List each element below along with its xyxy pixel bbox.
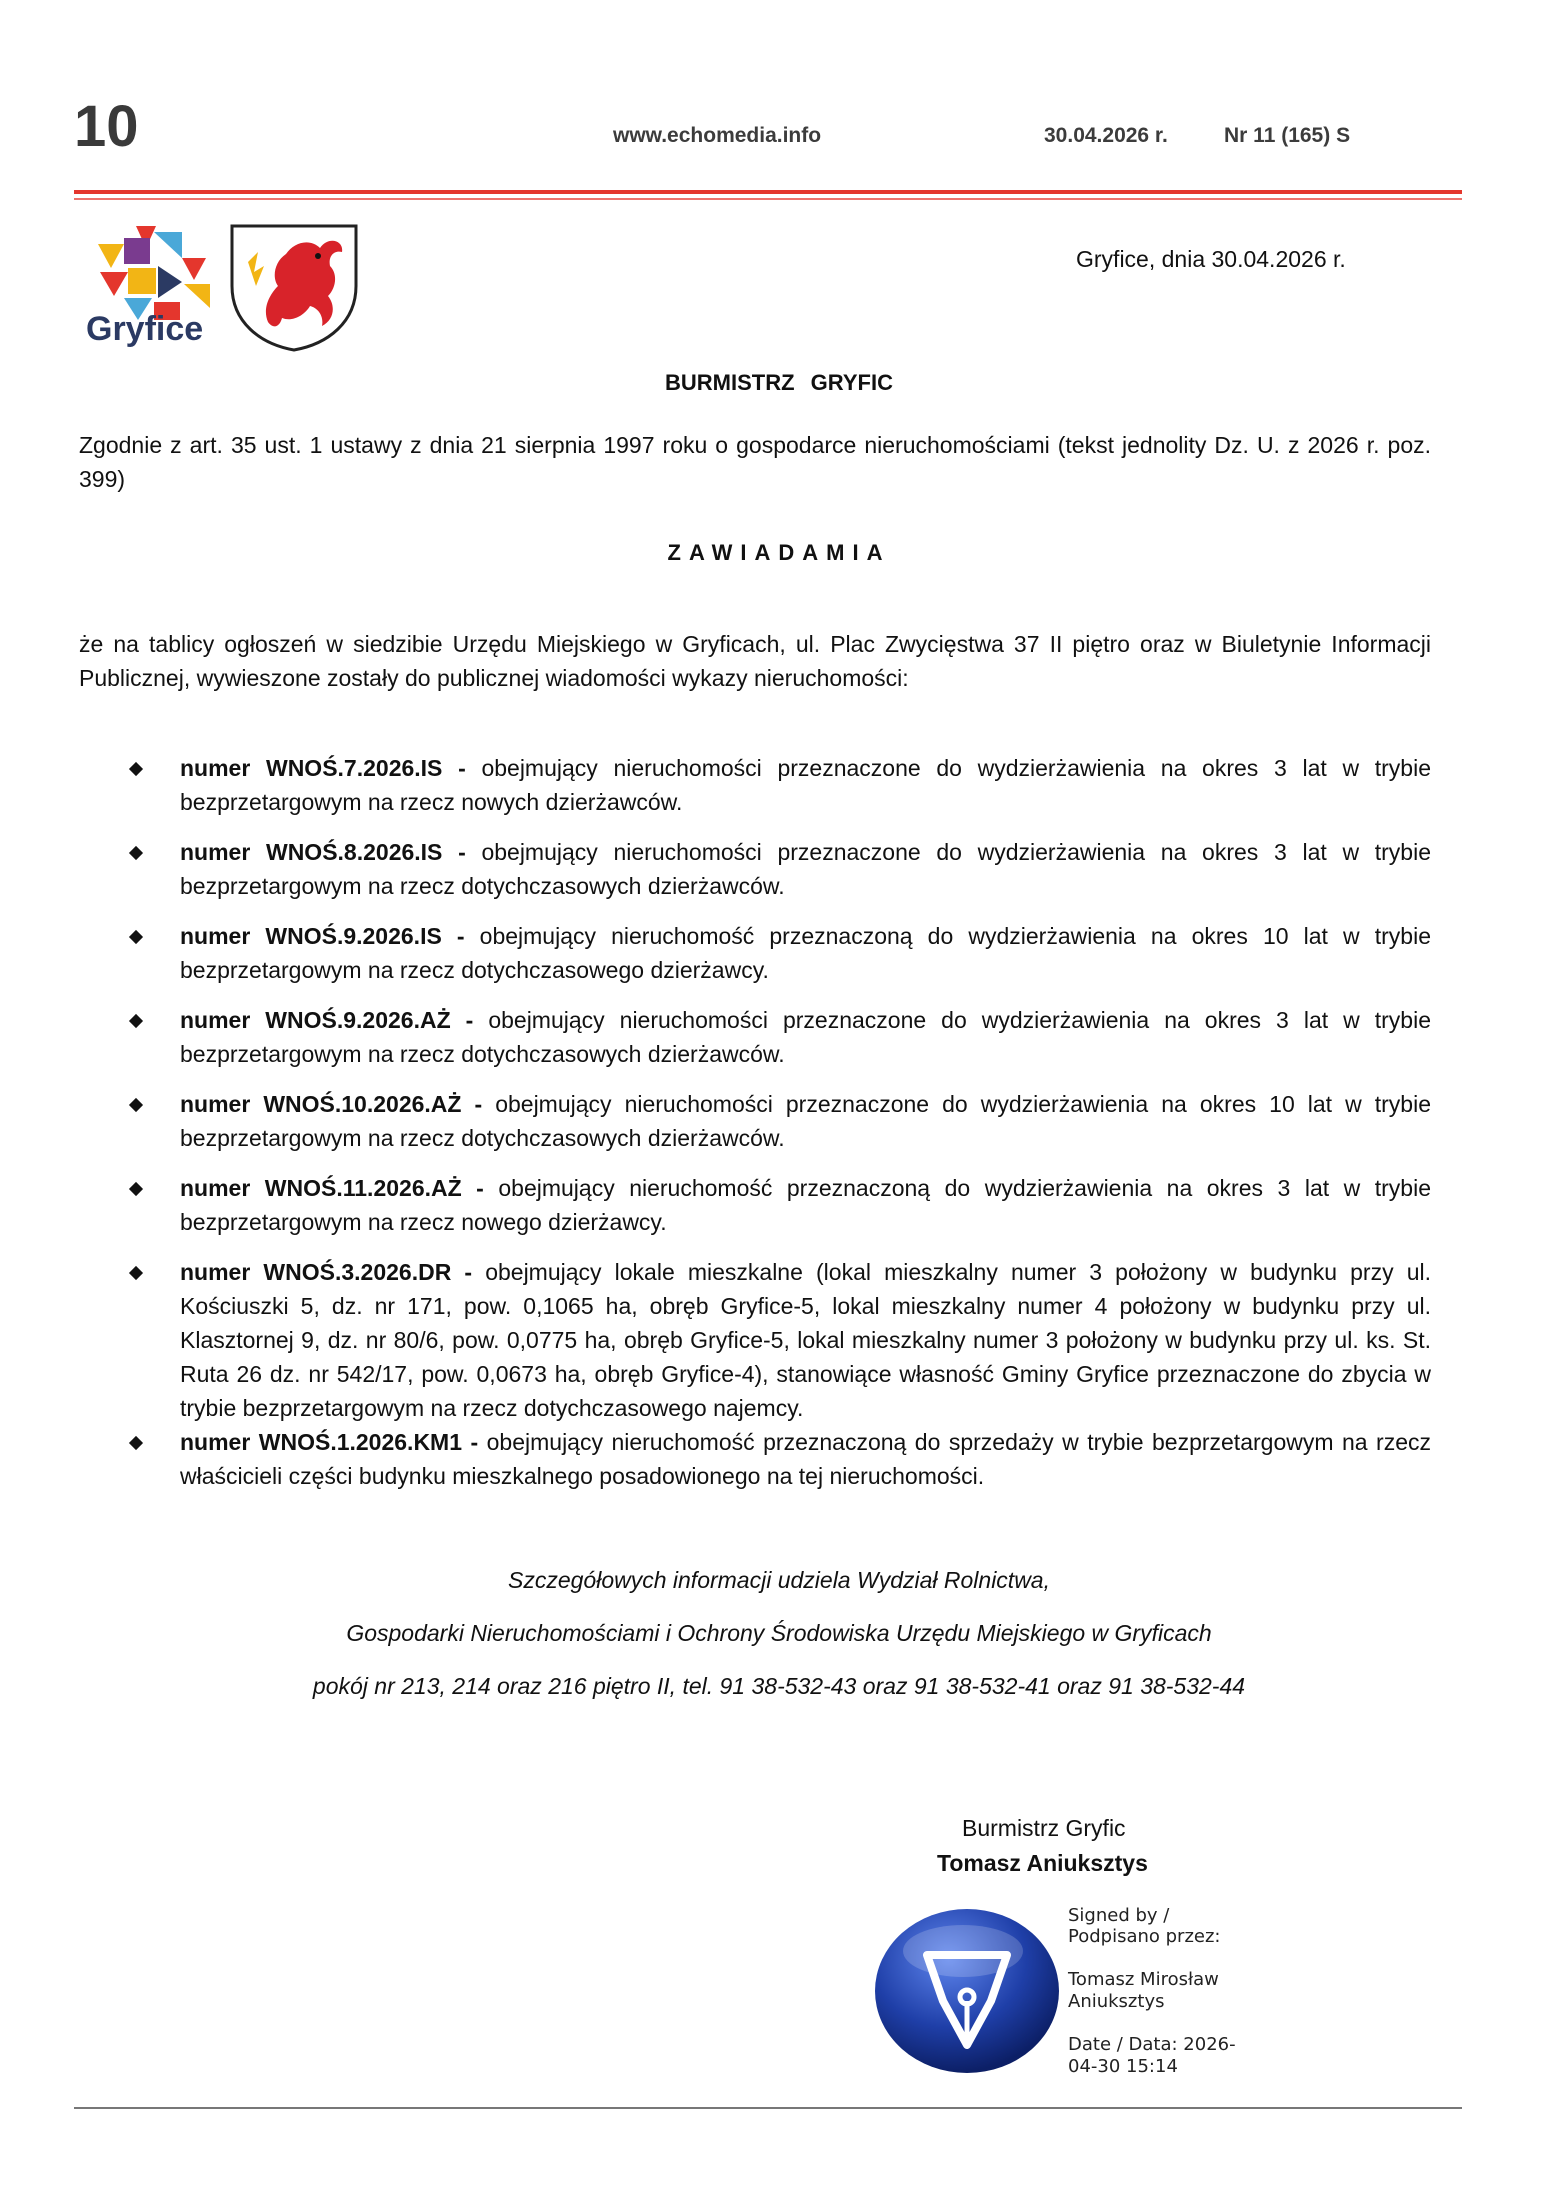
authority-heading: BURMISTRZ GRYFIC: [665, 370, 893, 395]
list-item: [128, 1003, 1431, 1071]
list-item-text: obejmujący nieruchomość przeznaczoną do wydzierżawienia na okres 10 lat w trybie bezprzetargowym na rzecz dotychczasowego dzierżawcy.: [180, 923, 1431, 983]
coat-of-arms-icon: [228, 222, 360, 352]
diamond-bullet-icon: [129, 1182, 143, 1196]
contact-info-line-2: Gospodarki Nieruchomościami i Ochrony Środowiska Urzędu Miejskiego w Gryficach: [346, 1620, 1212, 1646]
list-item-number: numer WNOŚ.9.2026.AŻ -: [180, 1007, 474, 1033]
list-item-text: obejmujący lokale mieszkalne (lokal mieszkalny numer 3 położony w budynku przy ul. Kościuszki 5, dz. nr 171, pow. 0,1065 ha, obręb Gryfice-5, lokal mieszkalny numer 4 położony w budynku przy ul. Klasztornej 9, dz. nr 80/6, pow. 0,0775 ha, obręb Gryfice-5, lokal mieszkalny numer 3 położony w budynku przy ul. ks. St. Ruta 26 dz. nr 542/17, pow. 0,0673 ha, obręb Gryfice-4), stanowiące własność Gminy Gryfice przeznaczone do zbycia w trybie bezprzetargowym na rzecz dotychczasowego najemcy.: [180, 1259, 1431, 1421]
list-item: [128, 835, 1431, 903]
list-item: [128, 1171, 1431, 1239]
issue-date: 30.04.2026 r.: [1044, 124, 1168, 147]
contact-info-line-1: Szczegółowych informacji udziela Wydział Rolnictwa,: [508, 1567, 1050, 1593]
list-item-number: numer WNOŚ.11.2026.AŻ -: [180, 1175, 484, 1201]
diamond-bullet-icon: [129, 846, 143, 860]
header-divider: [74, 190, 1462, 194]
signature-signed-by-2: Podpisano przez:: [1068, 1926, 1221, 1947]
signer-title: Burmistrz Gryfic: [962, 1815, 1126, 1841]
signature-name-2: Aniuksztys: [1068, 1991, 1165, 2012]
place-date: Gryfice, dnia 30.04.2026 r.: [1076, 246, 1346, 272]
diamond-bullet-icon: [129, 762, 143, 776]
signature-date-1: Date / Data: 2026-: [1068, 2034, 1236, 2055]
list-item-number: numer WNOŚ.1.2026.KM1 -: [180, 1429, 479, 1455]
signer-name: Tomasz Aniuksztys: [937, 1850, 1148, 1876]
list-item-text: obejmujący nieruchomość przeznaczoną do sprzedaży w trybie bezprzetargowym na rzecz właścicieli części budynku mieszkalnego posadowionego na tej nieruchomości.: [180, 1429, 1431, 1489]
list-item: [128, 1087, 1431, 1155]
page-number: 10: [74, 94, 139, 159]
diamond-bullet-icon: [129, 930, 143, 944]
list-item: [128, 751, 1431, 819]
list-item-number: numer WNOŚ.10.2026.AŻ -: [180, 1091, 483, 1117]
list-item-number: numer WNOŚ.9.2026.IS -: [180, 923, 465, 949]
notice-paragraph: że na tablicy ogłoszeń w siedzibie Urzędu Miejskiego w Gryficach, ul. Plac Zwycięstwa 37 II piętro oraz w Biuletynie Informacji Publicznej, wywieszone zostały do publicznej wiadomości wykazy nieruchomości:: [79, 631, 1431, 691]
list-item-number: numer WNOŚ.8.2026.IS -: [180, 839, 466, 865]
signature-name-1: Tomasz Mirosław: [1068, 1969, 1219, 1990]
list-item: [128, 919, 1431, 987]
property-list: [128, 751, 1431, 1509]
issue-number: Nr 11 (165) S: [1224, 124, 1351, 147]
list-item-number: numer WNOŚ.3.2026.DR -: [180, 1259, 473, 1285]
diamond-bullet-icon: [129, 1098, 143, 1112]
diamond-bullet-icon: [129, 1436, 143, 1450]
diamond-bullet-icon: [129, 1014, 143, 1028]
list-item: [128, 1425, 1431, 1493]
list-item-text: obejmujący nieruchomości przeznaczone do wydzierżawienia na okres 3 lat w trybie bezprzetargowym na rzecz nowych dzierżawców.: [180, 755, 1431, 815]
list-item-number: numer WNOŚ.7.2026.IS -: [180, 755, 466, 781]
gryfice-logo-label: Gryfice: [86, 310, 204, 348]
page-header: [0, 0, 1558, 200]
contact-info-line-3: pokój nr 213, 214 oraz 216 piętro II, tel. 91 38-532-43 oraz 91 38-532-41 oraz 91 38-532-44: [312, 1673, 1246, 1699]
legal-basis-paragraph: Zgodnie z art. 35 ust. 1 ustawy z dnia 21 sierpnia 1997 roku o gospodarce nieruchomościami (tekst jednolity Dz. U. z 2026 r. poz. 399): [79, 432, 1431, 492]
list-item-text: obejmujący nieruchomości przeznaczone do wydzierżawienia na okres 10 lat w trybie bezprzetargowym na rzecz dotychczasowych dzierżawców.: [180, 1091, 1431, 1151]
list-item-text: obejmujący nieruchomości przeznaczone do wydzierżawienia na okres 3 lat w trybie bezprzetargowym na rzecz dotychczasowych dzierżawców.: [180, 839, 1431, 899]
signature-signed-by-1: Signed by /: [1068, 1905, 1170, 1926]
list-item-text: obejmujący nieruchomość przeznaczoną do wydzierżawienia na okres 3 lat w trybie bezprzetargowym na rzecz nowego dzierżawcy.: [180, 1175, 1431, 1235]
footer-divider: [74, 2107, 1462, 2109]
list-item: [128, 1255, 1431, 1425]
diamond-bullet-icon: [129, 1266, 143, 1280]
header-divider-thin: [74, 198, 1462, 200]
site-url[interactable]: www.echomedia.info: [613, 124, 822, 147]
signature-date-2: 04-30 15:14: [1068, 2056, 1178, 2077]
list-item-text: obejmujący nieruchomości przeznaczone do wydzierżawienia na okres 3 lat w trybie bezprzetargowym na rzecz dotychczasowych dzierżawców.: [180, 1007, 1431, 1067]
notice-heading: ZAWIADAMIA: [667, 540, 891, 565]
signature-pen-icon: [871, 1905, 1063, 2080]
